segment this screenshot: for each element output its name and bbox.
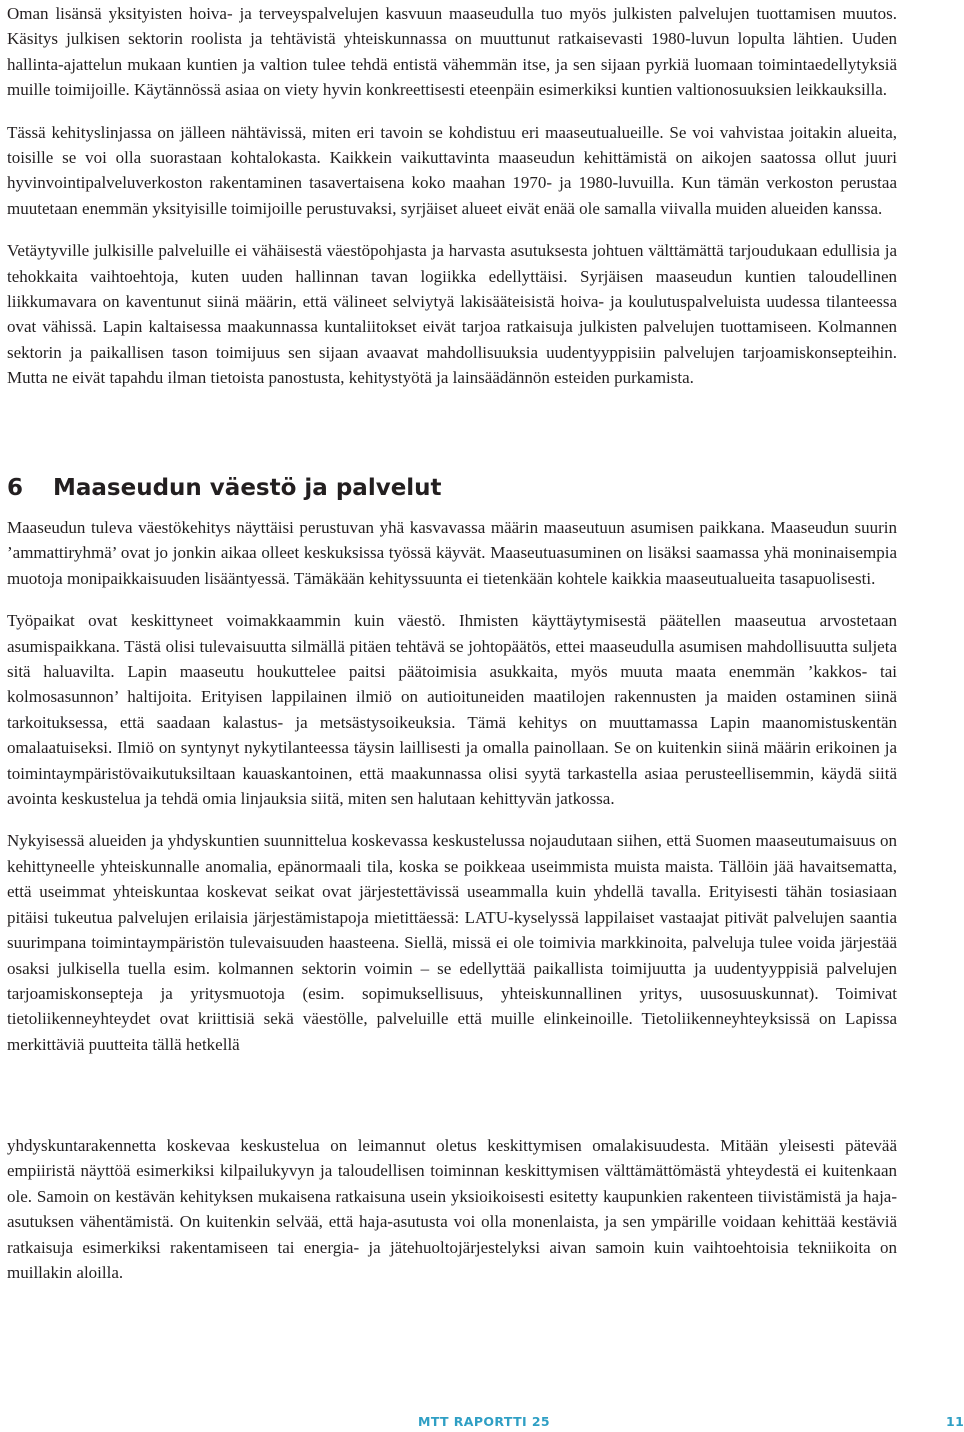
section-number: 6 xyxy=(7,475,24,501)
section-title: Maaseudun väestö ja palvelut xyxy=(53,475,442,501)
section-heading xyxy=(7,473,442,503)
paragraph: Vetäytyville julkisille palveluille ei vähäisestä väestöpohjasta ja harvasta asutuksesta johtuen välttämättä tarjoudukaan edullisia ja tehokkaita vaihtoehtoja, kuten uuden hallinnan tavan logiikka edellyttäisi. Syrjäisen maaseudun kuntien taloudellinen liikkumavara on kaventunut siinä määrin, että välineet selviytyä lakisääteisistä hoiva- ja koulutuspalveluista uudessa tilanteessa ovat vähissä. Lapin kaltaisessa maakunnassa kuntaliitokset eivät tarjoa ratkaisuja julkisten palvelujen tuottamiseen. Kolmannen sektorin ja paikallisen tason toimijuus sen sijaan avaavat mahdollisuuksia uudentyyppisiin palvelujen tarjoamiskonsepteihin. Mutta ne eivät tapahdu ilman tietoista panostusta, kehitystyötä ja lainsäädännön esteiden purkamista. xyxy=(7,241,897,388)
text-block-top xyxy=(7,1,897,391)
footer-page-number: 11 xyxy=(946,1414,964,1429)
text-block-bottom xyxy=(7,1133,897,1285)
paragraph: Nykyisessä alueiden ja yhdyskuntien suunnittelua koskevassa keskustelussa nojaudutaan siihen, että Suomen maaseutumaisuus on kehittyneelle yhteiskunnalle anomalia, epänormaali tila, koska se poikkeaa useimmista muista maista. Tällöin jää havaitsematta, että useimmat yhteiskuntaa koskevat seikat ovat järjestettävissä useammalla kuin yhdellä tavalla. Erityisesti tähän tosiasiaan pitäisi tukeutua palvelujen erilaisia järjestämistapoja mietittäessä: LATU-kyselyssä lappilaiset vastaajat pitivät palvelujen saantia suurimpana toimintaympäristön tulevaisuuden haasteena. Siellä, missä ei ole toimivia markkinoita, palveluja tulee voida järjestää osaksi julkisella tuella esim. kolmannen sektorin voimin – se edellyttää paikallista toimijuutta ja uudentyyppisiä palvelujen tarjoamiskonsepteja ja yritysmuotoja (esim. sopimuksellisuus, yhteiskunnallinen yritys, uusosuuskunnat). Toimivat tietoliikenneyhteydet ovat kriittisiä sekä väestölle, palveluille että muille elinkeinoille. Tietoliikenneyhteyksissä on Lapissa merkittäviä puutteita tällä hetkellä xyxy=(7,831,897,1054)
paragraph: Maaseudun tuleva väestökehitys näyttäisi perustuvan yhä kasvavassa määrin maaseutuun asumisen paikkana. Maaseudun suurin ’ammattiryhmä’ ovat jo jonkin aikaa olleet keskuksissa työssä käyvät. Maaseutuasuminen on lisäksi saamassa yhä moninaisempia muotoja monipaikkaisuuden lisääntyessä. Tämäkään kehityssuunta ei tietenkään kohtele kaikkia maaseutualueita tasapuolisesti. xyxy=(7,518,897,588)
paragraph: Oman lisänsä yksityisten hoiva- ja terveyspalvelujen kasvuun maaseudulla tuo myös julkisten palvelujen tuottamisen muutos. Käsitys julkisen sektorin roolista ja tehtävistä yhteiskunnassa on muuttunut ratkaisevasti 1980-luvun lopulta lähtien. Uuden hallinta-ajattelun mukaan kuntien ja valtion tulee tehdä entistä vähemmän itse, ja sen sijaan pyrkiä luomaan toimintaedellytyksiä muille toimijoille. Käytännössä asiaa on viety hyvin konkreettisesti eteenpäin esimerkiksi kuntien valtionosuuksien leikkauksilla. xyxy=(7,4,897,100)
footer-publication: MTT RAPORTTI 25 xyxy=(418,1414,551,1429)
text-block-section xyxy=(7,515,897,1057)
paragraph: Tässä kehityslinjassa on jälleen nähtävissä, miten eri tavoin se kohdistuu eri maaseutualueille. Se voi vahvistaa joitakin alueita, toisille se voi olla suorastaan kohtalokasta. Kaikkein vaikuttavinta maaseudun kehittämistä on aikojen saatossa ollut juuri hyvinvointipalveluverkoston rakentaminen tasavertaisena koko maahan 1970- ja 1980-luvuilla. Kun tämän verkoston perustaa muutetaan enemmän yksityisille toimijoille perustuvaksi, syrjäiset alueet eivät enää ole samalla viivalla muiden alueiden kanssa. xyxy=(7,122,897,218)
paragraph: Työpaikat ovat keskittyneet voimakkaammin kuin väestö. Ihmisten käyttäytymisestä päätellen maaseutua arvostetaan asumispaikkana. Tästä olisi tulevaisuutta silmällä pitäen tehtävä se johtopäätös, ettei maaseudulla asumisen mahdollisuutta suljeta sitä haluavilta. Lapin maaseutu houkuttelee paitsi päätoimisia asukkaita, myös muuta maata enemmän ’kakkos- tai kolmosasunnon’ haltijoita. Erityisen lappilainen ilmiö on autioituneiden maatilojen rakennusten ja maiden ostaminen siinä tarkoituksessa, että saadaan kalastus- ja metsästysoikeuksia. Tämä kehitys on muuttamassa Lapin maanomistuskentän omalaatuiseksi. Ilmiö on syntynyt nykytilanteessa täysin laillisesti ja omalla painollaan. Se on kuitenkin siinä määrin erikoinen ja toimintaympäristövaikutuksiltaan kauaskantoinen, että maakunnassa olisi syytä tarkastella asiaa perusteellisemmin, käydä siitä avointa keskustelua ja tehdä omia linjauksia siitä, miten sen halutaan kehittyvän jatkossa. xyxy=(7,611,897,809)
paragraph: yhdyskuntarakennetta koskevaa keskustelua on leimannut oletus keskittymisen omalakisuudesta. Mitään yleisesti pätevää empiiristä näyttöä esimerkiksi kilpailukyvyn ja taloudellisen toiminnan keskittymisen välttämättömästä yhteydestä ei kuitenkaan ole. Samoin on kestävän kehityksen mukaisena ratkaisuna usein yksioikoisesti esitetty kaupunkien rakenteen tiivistämistä ja haja-asutuksen vähentämistä. On kuitenkin selvää, että haja-asutusta voi olla monenlaista, ja sen ympärille voidaan kehittää kestäviä ratkaisuja esimerkiksi rakentamiseen tai energia- ja jätehuoltojärjestelyksi aivan samoin kuin vaihtoehtoisia tekniikoita on muillakin aloilla. xyxy=(7,1136,897,1283)
